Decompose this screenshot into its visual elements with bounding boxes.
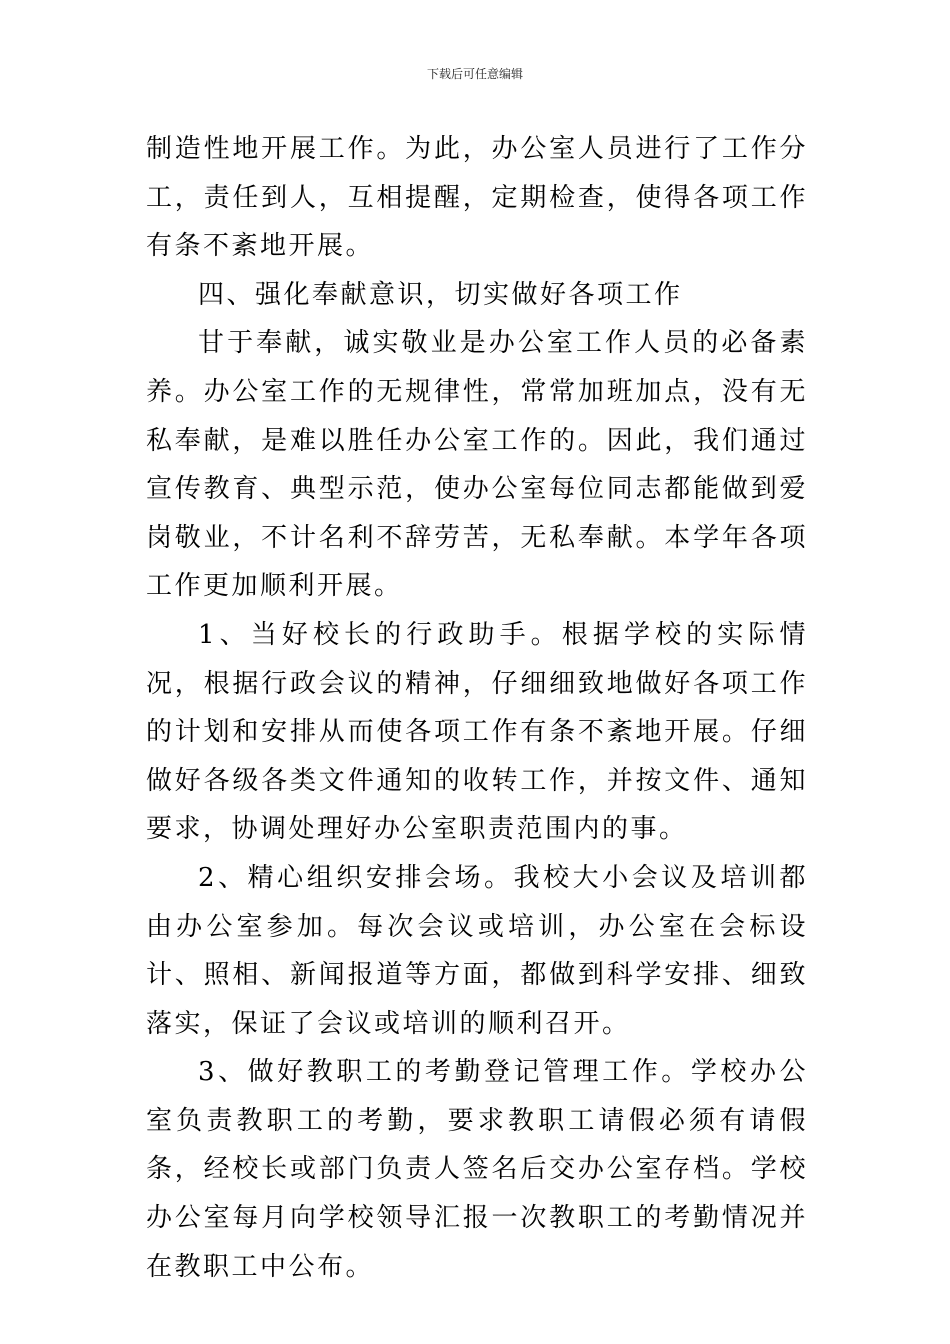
paragraph-dedication: 甘于奉献，诚实敬业是办公室工作人员的必备素养。办公室工作的无规律性，常常加班加点，没有无私奉献，是难以胜任办公室工作的。因此，我们通过宣传教育、典型示范，使办公室每位同志都能做到爱岗敬业，不计名利不辞劳苦，无私奉献。本学年各项工作更加顺利开展。 — [146, 328, 808, 602]
page-header: 下载后可任意编辑 — [426, 67, 523, 81]
paragraph-continuation: 制造性地开展工作。为此，办公室人员进行了工作分工，责任到人，互相提醒，定期检查，使得各项工作有条不紊地开展。 — [146, 134, 808, 262]
list-item-3: 3、做好教职工的考勤登记管理工作。学校办公室负责教职工的考勤，要求教职工请假必须有请假条，经校长或部门负责人签名后交办公室存档。学校办公室每月向学校领导汇报一次教职工的考勤情况并在教职工中公布。 — [146, 1057, 808, 1282]
document-body — [146, 125, 808, 1291]
list-item-2: 2、精心组织安排会场。我校大小会议及培训都由办公室参加。每次会议或培训，办公室在会标设计、照相、新闻报道等方面，都做到科学安排、细致落实，保证了会议或培训的顺利召开。 — [146, 862, 808, 1039]
list-item-1: 1、当好校长的行政助手。根据学校的实际情况，根据行政会议的精神，仔细细致地做好各项工作的计划和安排从而使各项工作有条不紊地开展。仔细做好各级各类文件通知的收转工作，并按文件、通知要求，协调处理好办公室职责范围内的事。 — [146, 619, 808, 845]
section-heading: 四、强化奉献意识，切实做好各项工作 — [198, 279, 683, 310]
